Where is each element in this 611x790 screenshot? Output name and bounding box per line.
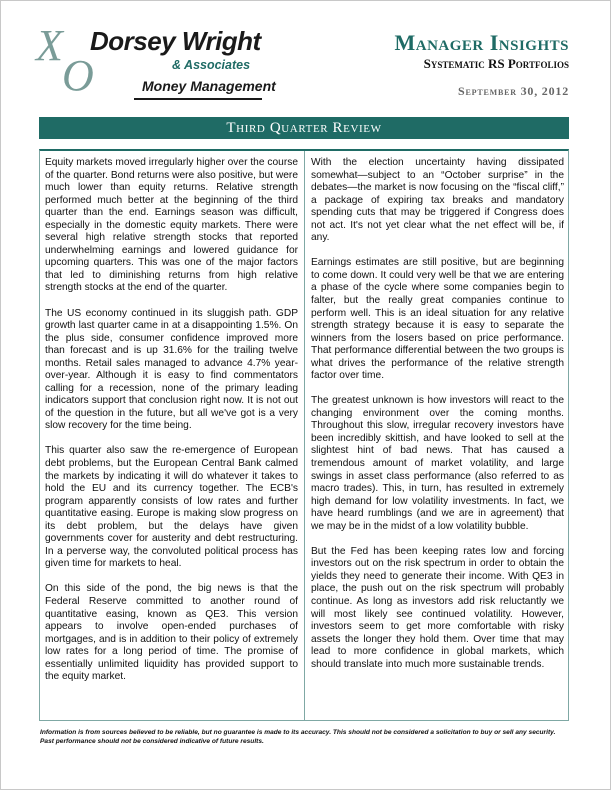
svg-text:X: X: [36, 22, 63, 70]
svg-text:O: O: [62, 51, 94, 94]
paragraph: With the election uncertainty having dissipated somewhat—subject to an “October surprise” in the debates—the market is now focusing on the “fiscal cliff,” a package of expiring tax breaks and mandatory spending cuts that may be triggered if Congress does not act. It's not yet clear what the net effect will be, if any.: [311, 157, 564, 244]
document-date: September 30, 2012: [458, 84, 569, 98]
left-column: [45, 157, 298, 696]
paragraph: Equity markets moved irregularly higher over the course of the quarter. Bond returns were also positive, but were much lower than equity returns. Relative strength performed much better at the beginning of the third quarter than the end. Earnings season was difficult, especially in the domestic equity markets. There were several high relative strength stocks that reported underwhelming earnings and lowered guidance for upcoming quarters. This was one of the major factors that led to diminishing returns from high relative strength stocks at the end of the quarter.: [45, 157, 298, 294]
paragraph: Earnings estimates are still positive, but are beginning to come down. It could very well be that we are entering a phase of the cycle where some companies begin to falter, but the really great companies continue to perform well. This is an ideal situation for any relative strength strategy because it is easy to separate the winners from the losers based on price performance. That performance differential between the two groups is what drives the performance of the relative strength factor over time.: [311, 257, 564, 382]
paragraph: On this side of the pond, the big news is that the Federal Reserve committed to another round of quantitative easing, known as QE3. This version appears to involve open-ended purchases of mortgages, and is in addition to their policy of extremely low rates for a long period of time. The promise of essentially unlimited liquidity has provided support to the equity market.: [45, 583, 298, 683]
disclaimer: Information is from sources believed to be reliable, but no guarantee is made to its accuracy. This should not be considered a solicitation to buy or sell any security. Past performance should not be considered indicative of future results.: [40, 729, 556, 745]
document-subtitle: Systematic RS Portfolios: [423, 56, 569, 71]
logo-underline: [134, 98, 262, 100]
section-title: Third Quarter Review: [226, 119, 382, 136]
paragraph: The greatest unknown is how investors will react to the changing environment over the coming months. Throughout this slow, irregular recovery investors have been incredibly skittish, and have looked to sell at the slightest hint of bad news. That has caused a tremendous amount of market volatility, and large swings in asset class performance (also referred to as macro trades). This, in turn, has resulted in extremely high demand for low volatility investments. In fact, we have heard rumblings (and we are in agreement) that we may be in the midst of a low volatility bubble.: [311, 395, 564, 532]
company-logo: [34, 22, 276, 100]
article-body: [39, 149, 569, 721]
logo-division: Money Management: [142, 78, 276, 94]
paragraph: But the Fed has been keeping rates low and forcing investors out on the risk spectrum in order to obtain the yields they need to generate their income. With QE3 in place, the push out on the risk spectrum will probably continue. As long as investors add risk reluctantly we will most likely see continued volatility. However, investors seem to get more comfortable with risky assets the longer they hold them. Over time that may lead to more confidence in global markets, which should translate into much more sustainable trends.: [311, 545, 564, 670]
paragraph: The US economy continued in its sluggish path. GDP growth last quarter came in at a disappointing 1.5%. On the plus side, consumer confidence improved more than forecast and is up 31.6% for the trailing twelve months. Retail sales managed to advance 4.7% year-over-year. Although it is easy to find commentators calling for a recession, none of the primary leading indicators support that conclusion right now. It is not out of the question in the future, but all we've got is a very slow recovery for the time being.: [45, 307, 298, 432]
right-column: [311, 157, 564, 684]
logo-associates: & Associates: [172, 58, 251, 72]
paragraph: This quarter also saw the re-emergence of European debt problems, but the European Central Bank calmed the markets by indicating it will do whatever it takes to hold the EU and its currency together. The ECB's program apparently consists of low rates and further quantitative easing. Europe is making slow progress on its debt problem, but the delays have given governments cover for austerity and debt restructuring. In a perverse way, the convoluted political process has given time for markets to heal.: [45, 445, 298, 570]
logo-company-name: Dorsey Wright: [90, 26, 261, 56]
document-title: Manager Insights: [394, 30, 569, 55]
column-divider: [304, 151, 305, 720]
section-banner: [39, 117, 569, 139]
